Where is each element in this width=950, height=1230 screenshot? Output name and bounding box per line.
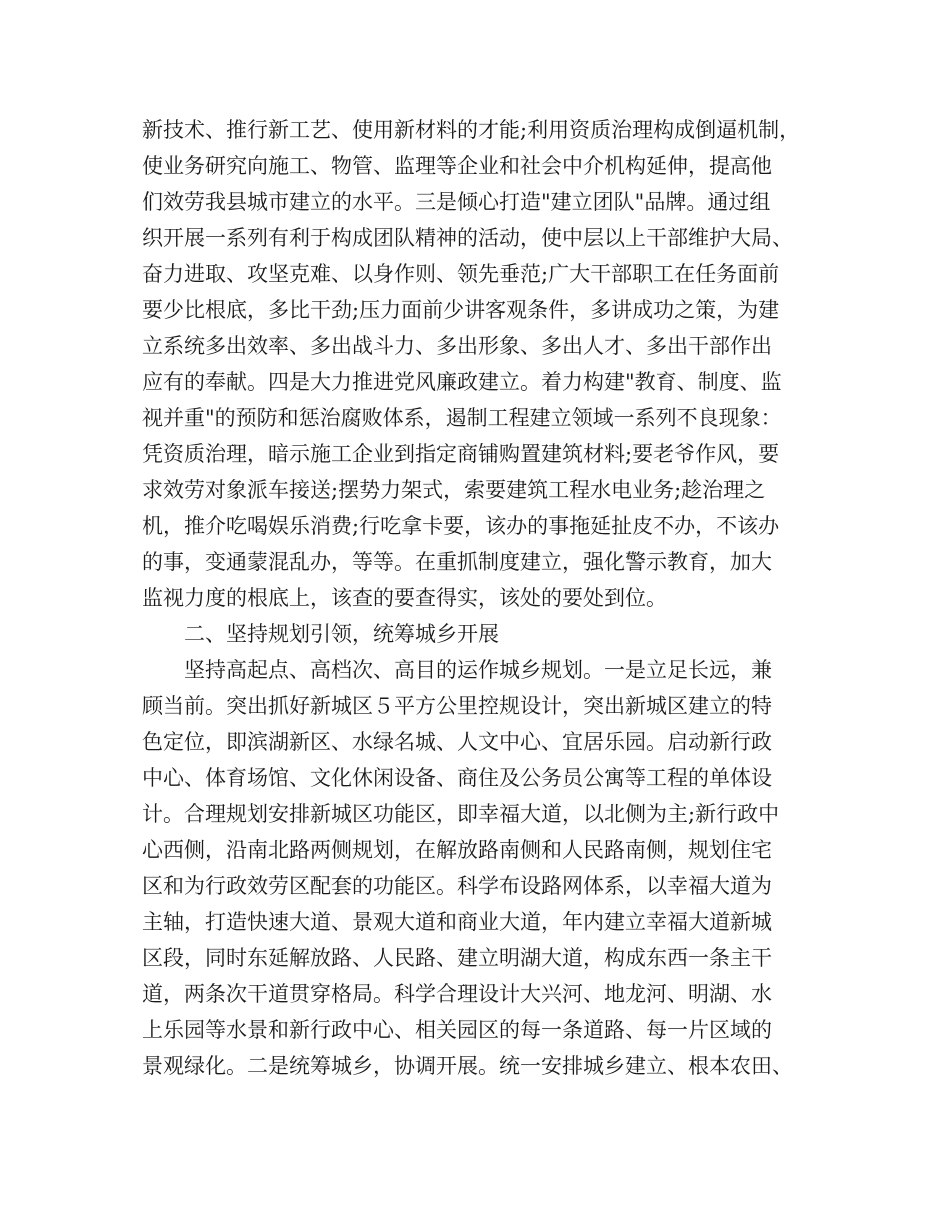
text-line: 道，两条次干道贯穿格局。科学合理设计大兴河、地龙河、明湖、水 [142, 982, 772, 1006]
paragraph-2 [142, 652, 810, 1084]
text-line: 们效劳我县城市建立的水平。三是倾心打造"建立团队"品牌。通过组 [142, 190, 771, 214]
text-line: 监视力度的根底上，该查的要查得实，该处的要处到位。 [142, 586, 667, 610]
text-line: 机，推介吃喝娱乐消费;行吃拿卡要，该办的事拖延扯皮不办，不该办 [142, 514, 780, 538]
text-line: 主轴，打造快速大道、景观大道和商业大道，年内建立幸福大道新城 [142, 910, 772, 934]
text-line: 坚持高起点、高档次、高目的运作城乡规划。一是立足长远，兼 [184, 658, 772, 682]
document-body [142, 112, 810, 1084]
text-line: 要少比根底，多比干劲;压力面前少讲客观条件，多讲成功之策，为建 [142, 298, 780, 322]
text-line: 求效劳对象派车接送;摆势力架式，索要建筑工程水电业务;趁治理之 [142, 478, 766, 502]
text-line: 心西侧，沿南北路两侧规划，在解放路南侧和人民路南侧，规划住宅 [142, 838, 772, 862]
section-heading: 二、坚持规划引领，统筹城乡开展 [184, 622, 499, 646]
text-line: 织开展一系列有利于构成团队精神的活动，使中层以上干部维护大局、 [142, 226, 793, 250]
text-line: 的事，变通蒙混乱办，等等。在重抓制度建立，强化警示教育，加大 [142, 550, 772, 574]
text-line: 景观绿化。二是统筹城乡，协调开展。统一安排城乡建立、根本农田、 [142, 1054, 793, 1078]
text-line: 计。合理规划安排新城区功能区，即幸福大道，以北侧为主;新行政中 [142, 802, 780, 826]
text-line: 立系统多出效率、多出战斗力、多出形象、多出人才、多出干部作出 [142, 334, 772, 358]
text-line: 使业务研究向施工、物管、监理等企业和社会中介机构延伸，提高他 [142, 154, 772, 178]
text-line: 中心、体育场馆、文化休闲设备、商住及公务员公寓等工程的单体设 [142, 766, 772, 790]
text-line: 凭资质治理，暗示施工企业到指定商铺购置建筑材料;要老爷作风，要 [142, 442, 780, 466]
text-line: 奋力进取、攻坚克难、以身作则、领先垂范;广大干部职工在任务面前 [142, 262, 780, 286]
text-line: 视并重"的预防和惩治腐败体系，遏制工程建立领域一系列不良现象： [142, 406, 782, 430]
text-line: 区和为行政效劳区配套的功能区。科学布设路网体系，以幸福大道为 [142, 874, 772, 898]
text-line: 色定位，即滨湖新区、水绿名城、人文中心、宜居乐园。启动新行政 [142, 730, 772, 754]
text-line: 顾当前。突出抓好新城区５平方公里控规设计，突出新城区建立的特 [142, 694, 772, 718]
paragraph-1 [142, 112, 810, 616]
text-line: 应有的奉献。四是大力推进党风廉政建立。着力构建"教育、制度、监 [142, 370, 782, 394]
text-line: 区段，同时东延解放路、人民路、建立明湖大道，构成东西一条主干 [142, 946, 772, 970]
text-line: 新技术、推行新工艺、使用新材料的才能;利用资质治理构成倒逼机制， [142, 118, 801, 142]
text-line: 上乐园等水景和新行政中心、相关园区的每一条道路、每一片区域的 [142, 1018, 772, 1042]
